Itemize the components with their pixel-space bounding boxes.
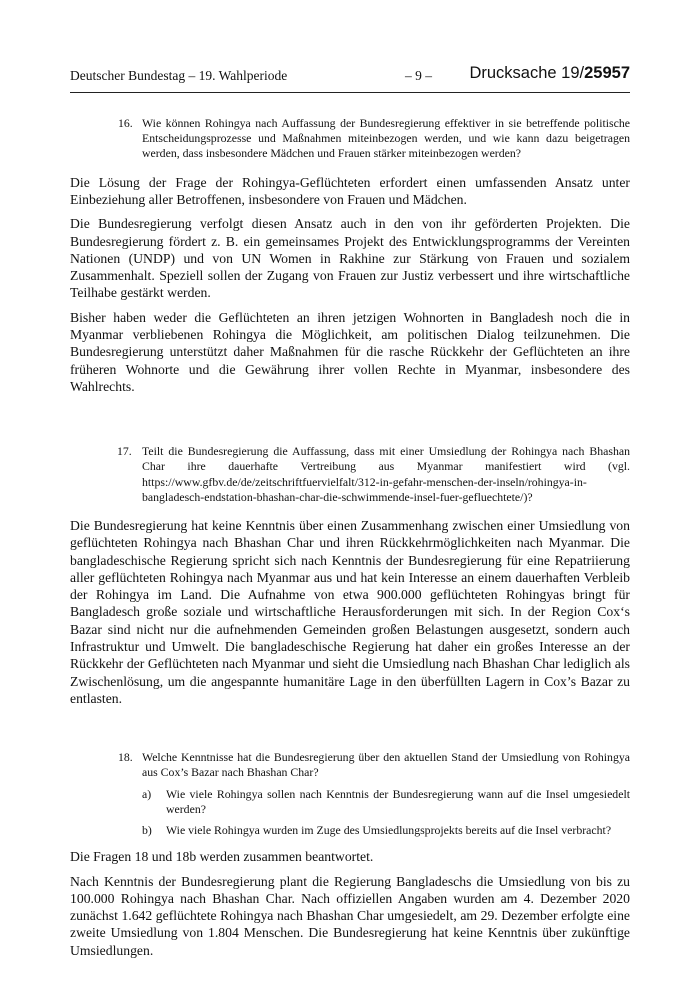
question-text: Wie können Rohingya nach Auffassung der Bundesregierung effektiver in sie betreffende politische Entscheidungsprozesse und Maßnahmen miteinbezogen werden, und wie kann dazu beigetragen werden, dass insbesondere Mädchen und Frauen stärker miteinbezogen werden? bbox=[142, 116, 630, 161]
question-text: Teilt die Bundesregierung die Auffassung, dass mit einer Umsiedlung der Rohingya nach Bhashan Char ihre dauerhafte Vertreibung aus Myanmar manifestiert wird (vgl. https://www.gfbv.de/de/zeitschriftfuervielfalt/312-in-gefahr-menschen-der-inseln/rohingya-in-bangladesch-endstation-bhashan-char-die-schwimmende-insel-fuer-gefluechtete/)? bbox=[142, 444, 630, 504]
sub-question-label: a) bbox=[142, 786, 152, 801]
question-18 bbox=[118, 750, 630, 780]
document-number-prefix: Drucksache 19/ bbox=[469, 64, 585, 82]
question-16 bbox=[118, 116, 630, 162]
answer-paragraph: Bisher haben weder die Geflüchteten an ihren jetzigen Wohnorten in Bangladesh noch die in Myanmar verbliebenen Rohingya die Möglichkeit, am politischen Dialog teilzunehmen. Die Bundesregierung unterstützt daher Maßnahmen für die rasche Rückkehr der Geflüchteten an ihre früheren Wohnorte und die Gewährung ihrer vollen Rechte in Myanmar, insbesondere des Wahlrechts. bbox=[70, 309, 630, 394]
sub-question-label: b) bbox=[142, 823, 152, 838]
document-number bbox=[469, 64, 630, 83]
header-title: Deutscher Bundestag – 19. Wahlperiode bbox=[70, 68, 288, 83]
sub-question-text: Wie viele Rohingya wurden im Zuge des Umsiedlungsprojekts bereits auf die Insel verbracht? bbox=[166, 823, 612, 838]
header-divider bbox=[70, 92, 630, 93]
document-body bbox=[70, 116, 630, 966]
answer-paragraph: Die Fragen 18 und 18b werden zusammen beantwortet. bbox=[70, 849, 374, 865]
page-header bbox=[70, 64, 630, 86]
sub-question-text: Wie viele Rohingya sollen nach Kenntnis der Bundesregierung wann auf die Insel umgesiedelt werden? bbox=[166, 786, 630, 816]
question-17 bbox=[117, 444, 630, 505]
question-text: Welche Kenntnisse hat die Bundesregierung über den aktuellen Stand der Umsiedlung von Rohingya aus Cox’s Bazar nach Bhashan Char? bbox=[142, 750, 630, 780]
answer-paragraph: Die Bundesregierung verfolgt diesen Ansatz auch in den von ihr geförderten Projekten. Die Bundesregierung fördert z. B. ein gemeinsames Projekt des Entwicklungsprogramms der Vereinten Nationen (UNDP) und von UN Women in Rakhine zur Stärkung von Frauen und sozialem Zusammenhalt. Speziell sollen der Zugang von Frauen zur Justiz verbessert und ihre wirtschaftliche Teilhabe gestärkt werden. bbox=[70, 216, 630, 301]
page-number: – 9 – bbox=[405, 68, 432, 83]
question-number: 17. bbox=[117, 444, 132, 459]
sub-question-b bbox=[142, 823, 630, 838]
answer-paragraph: Die Bundesregierung hat keine Kenntnis über einen Zusammenhang zwischen einer Umsiedlung von geflüchteten Rohingya nach Bhashan Char und ihren Rückkehrmöglichkeiten nach Myanmar. Die bangladeschische Regierung spricht sich nach Kenntnis der Bundesregierung für eine Repatriierung aller geflüchteten Rohingya nach Myanmar aus und hat kein Interesse an einem dauerhaften Verbleib der Rohingya im Land. Die Aufnahme von etwa 900.000 geflüchteten Rohingyas bringt für Bangladesch große soziale und wirtschaftliche Herausforderungen mit sich. In der Region Cox‘s Bazar sind nicht nur die aufnehmenden Gemeinden großen Belastungen ausgesetzt, sondern auch Infrastruktur und Umwelt. Die bangladeschische Regierung hat daher ein großes Interesse an der Rückkehr der Geflüchteten nach Myanmar und sieht die Umsiedlung nach Bhashan Char lediglich als Zwischenlösung, um die angespannte humanitäre Lage in den überfüllten Lagern in Cox’s Bazar zu entlasten. bbox=[70, 517, 630, 706]
document-number-value: 25957 bbox=[584, 64, 630, 82]
answer-paragraph: Die Lösung der Frage der Rohingya-Geflüchteten erfordert einen umfassenden Ansatz unter Einbeziehung aller Betroffenen, insbesondere von Frauen und Mädchen. bbox=[70, 174, 630, 207]
question-number: 16. bbox=[118, 116, 133, 130]
sub-question-a bbox=[142, 787, 630, 817]
question-number: 18. bbox=[118, 750, 133, 765]
answer-paragraph: Nach Kenntnis der Bundesregierung plant die Regierung Bangladeschs die Umsiedlung von bis zu 100.000 Rohingya nach Bhashan Char. Nach offiziellen Angaben wurden am 4. Dezember 2020 zunächst 1.642 geflüchtete Rohingya nach Bhashan Char umgesiedelt, am 29. Dezember erfolgte eine zweite Umsiedlung von 1.804 Menschen. Die Bundesregierung hat keine Kenntnis über zukünftige Umsiedlungen. bbox=[70, 873, 630, 958]
